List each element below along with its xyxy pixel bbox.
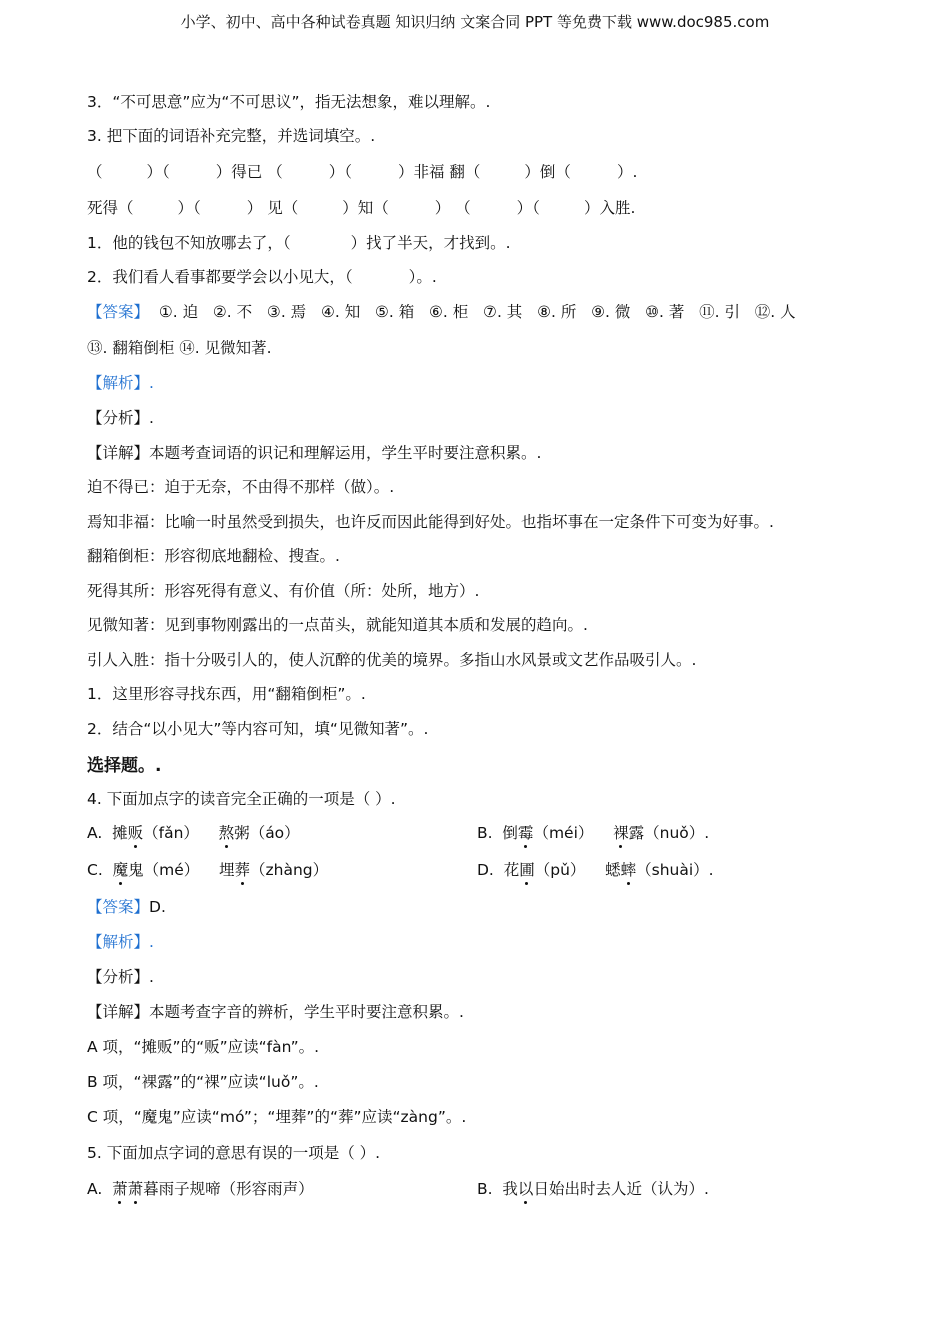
pinyin: （mé） 埋 <box>143 861 235 879</box>
word: 露 <box>628 824 645 842</box>
bracket: ）（ <box>516 199 540 217</box>
definition-line: 迫不得已：迫于无奈，不由得不那样（做）。. <box>87 478 395 496</box>
option-c <box>87 861 328 879</box>
explanation-line: 2．结合“以小见大”等内容可知，填“见微知著”。. <box>87 720 429 738</box>
options-row-ab <box>87 821 877 843</box>
option-a <box>87 824 300 842</box>
analysis-label: 【解析】. <box>87 374 154 392</box>
option-label: D. 花 <box>477 861 520 879</box>
answer-line <box>87 895 166 917</box>
answer-continued: ⑬. 翻箱倒柜 ⑭. 见微知著. <box>87 339 272 357</box>
dotted-char: 裸 <box>613 821 629 843</box>
bracket: ）非福 翻（ <box>397 163 481 181</box>
definition-line: 焉知非福：比喻一时虽然受到损失，也许反而因此能得到好处。也指坏事在一定条件下可变为好事。. <box>87 513 774 531</box>
word: 蟋 <box>605 861 621 879</box>
fill-blank-line-1 <box>87 160 637 182</box>
pinyin: （áo） <box>249 824 300 842</box>
dotted-char: 霉 <box>518 821 534 843</box>
text: 日始出时去人近（认为）. <box>533 1180 709 1198</box>
option-d <box>477 858 714 880</box>
options-row-ab <box>87 1177 877 1199</box>
option-a <box>87 1180 314 1198</box>
dotted-char: 熬 <box>219 821 235 843</box>
bracket: 死得（ <box>87 199 134 217</box>
analysis-label: 【解析】. <box>87 933 154 951</box>
dotted-char: 萧 <box>128 1177 144 1199</box>
bracket: ）（ <box>177 199 201 217</box>
question-3: 3. 把下面的词语补充完整，并选词填空。. <box>87 127 376 145</box>
pinyin: （pǔ） <box>534 861 606 879</box>
text: ）。. <box>408 268 437 286</box>
bracket: ）知（ <box>342 199 389 217</box>
dotted-char: 贩 <box>128 821 144 843</box>
definition-line: 死得其所：形容死得有意义、有价值（所：处所，地方）. <box>87 582 480 600</box>
dotted-char: 萧 <box>112 1177 128 1199</box>
answer-text: ①. 迫 ②. 不 ③. 焉 ④. 知 ⑤. 箱 ⑥. 柜 ⑦. 其 ⑧. 所 ⑨. 微 ⑩. 著 ⑪. 引 ⑫. 人 <box>149 303 796 321</box>
dotted-char: 蟀 <box>621 858 637 880</box>
pinyin: （méi） <box>533 824 614 842</box>
definition-line: 翻箱倒柜：形容彻底地翻检、搜查。. <box>87 547 340 565</box>
option-label: C. <box>87 861 113 879</box>
text: 2．我们看人看事都要学会以小见大，（ <box>87 268 353 286</box>
text: ）找了半天，才找到。. <box>350 234 511 252</box>
explanation-line: A 项，“摊贩”的“贩”应读“fàn”。. <box>87 1038 320 1056</box>
fenxi-label: 【分析】. <box>87 409 154 427</box>
pinyin: （fǎn） <box>143 824 219 842</box>
detail-line: 【详解】本题考查字音的辨析，学生平时要注意积累。. <box>87 1003 464 1021</box>
option-label: B. 倒 <box>477 824 518 842</box>
option-label: A. <box>87 1180 113 1198</box>
definition-line: 引人入胜：指十分吸引人的，使人沉醉的优美的境界。多指山水风景或文艺作品吸引人。. <box>87 651 697 669</box>
bracket: ） 见（ <box>246 199 299 217</box>
option-b <box>477 821 709 843</box>
section-title: 选择题。. <box>87 756 162 776</box>
dotted-char: 葬 <box>234 858 250 880</box>
answer-label: 【答案】 <box>87 898 150 916</box>
word: 摊 <box>112 824 128 842</box>
option-b <box>477 1177 709 1199</box>
dotted-char: 圃 <box>519 858 535 880</box>
dotted-char: 以 <box>518 1177 534 1199</box>
sub-question-1 <box>87 231 511 253</box>
pinyin: （nuǒ）. <box>644 824 710 842</box>
bracket: ）（ <box>146 163 170 181</box>
answer-label: 【答案】 <box>87 303 150 321</box>
text: 1．他的钱包不知放哪去了，（ <box>87 234 291 252</box>
text: 暮雨子规啼（形容雨声） <box>143 1180 314 1198</box>
options-row-cd <box>87 858 877 880</box>
question-4: 4. 下面加点字的读音完全正确的一项是（ ）. <box>87 790 396 808</box>
option-label: A. <box>87 824 113 842</box>
definition-line: 见微知著：见到事物刚露出的一点苗头，就能知道其本质和发展的趋向。. <box>87 616 588 634</box>
bracket: ）（ <box>328 163 352 181</box>
sub-question-2 <box>87 265 437 287</box>
detail-line: 【详解】本题考查词语的识记和理解运用，学生平时要注意积累。. <box>87 444 542 462</box>
answer-text: D. <box>149 898 166 916</box>
question-5: 5. 下面加点字词的意思有误的一项是（ ）. <box>87 1144 381 1162</box>
dotted-char: 魔 <box>113 858 129 880</box>
fill-blank-line-2 <box>87 196 635 218</box>
pinyin: （shuài）. <box>636 861 714 879</box>
bracket: ） （ <box>434 199 471 217</box>
bracket: ）倒（ <box>524 163 571 181</box>
text-line: 3．“不可思意”应为“不可思议”，指无法想象，难以理解。. <box>87 93 491 111</box>
word: 鬼 <box>128 861 144 879</box>
bracket: ）得已 （ <box>215 163 283 181</box>
fenxi-label: 【分析】. <box>87 968 154 986</box>
explanation-line: B 项，“裸露”的“裸”应读“luǒ”。. <box>87 1073 319 1091</box>
bracket: ）. <box>616 163 638 181</box>
bracket: （ <box>87 163 103 181</box>
option-label: B. 我 <box>477 1180 518 1198</box>
pinyin: （zhàng） <box>250 861 329 879</box>
bracket: ）入胜. <box>583 199 636 217</box>
word: 粥 <box>234 824 250 842</box>
answer-line <box>87 300 796 322</box>
page-header: 小学、初中、高中各种试卷真题 知识归纳 文案合同 PPT 等免费下载 www.doc985.com <box>180 13 770 31</box>
explanation-line: C 项，“魔鬼”应读“mó”；“埋葬”的“葬”应读“zàng”。. <box>87 1108 467 1126</box>
explanation-line: 1．这里形容寻找东西，用“翻箱倒柜”。. <box>87 685 366 703</box>
